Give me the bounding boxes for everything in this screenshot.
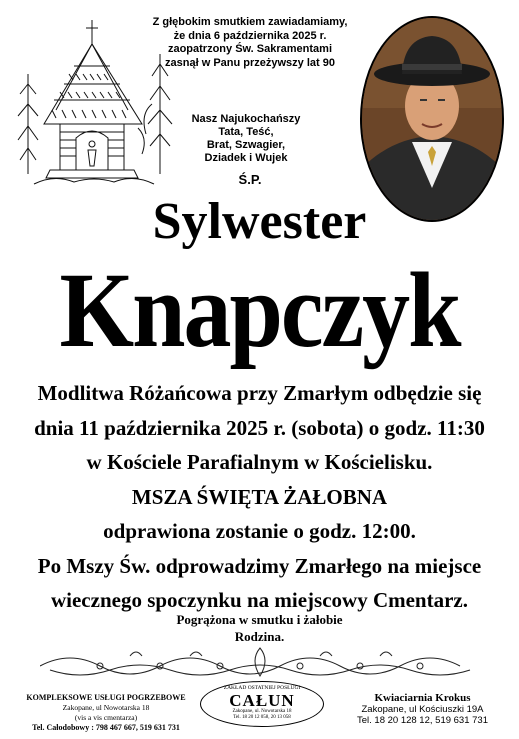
ornament-divider xyxy=(40,646,480,680)
details-line: Po Mszy Św. odprowadzimy Zmarłego na miejsce xyxy=(37,553,482,578)
florist-phone: Tel. 18 20 128 12, 519 631 731 xyxy=(356,715,488,726)
funeral-home-address: Zakopane, ul Nowotarska 18 xyxy=(62,703,150,712)
funeral-home-phone: Tel. Całodobowy : 798 467 667, 519 631 731 xyxy=(32,723,180,732)
florist-address: Zakopane, ul Kościuszki 19A xyxy=(361,704,484,715)
logo-top-text: ZAKŁAD OSTATNIEJ POSŁUGI xyxy=(223,685,301,691)
sp-label: Ś.P. xyxy=(238,172,262,187)
deceased-last-name: Knapczyk xyxy=(59,249,460,370)
funeral-home-note: (vis a vis cmentarza) xyxy=(74,713,138,722)
mourning-line: Pogrążona w smutku i żałobie xyxy=(176,612,343,627)
relations-line: Brat, Szwagier, xyxy=(206,139,286,151)
funeral-home-name: KOMPLEKSOWE USŁUGI POGRZEBOWE xyxy=(26,693,186,702)
relations-line: Nasz Najukochańszy xyxy=(191,113,301,125)
details-line: dnia 11 października 2025 r. (sobota) o godz. 11:30 xyxy=(34,415,485,440)
intro-line: zaopatrzony Św. Sakramentami xyxy=(167,43,333,55)
details-line: Modlitwa Różańcowa przy Zmarłym odbędzie się xyxy=(37,381,482,405)
florist-name: Kwiaciarnia Krokus xyxy=(374,692,471,704)
relations-line: Tata, Teść, xyxy=(218,126,274,138)
intro-line: że dnia 6 października 2025 r. xyxy=(173,29,327,42)
florist-info xyxy=(330,692,515,726)
deceased-first-name: Sylwester xyxy=(152,193,367,250)
logo-bottom-text: Zakopane, ul. Nowotarska 18 xyxy=(232,709,292,714)
details-line: MSZA ŚWIĘTA ŻAŁOBNA xyxy=(131,484,388,509)
details-line: w Kościele Parafialnym w Kościelisku. xyxy=(86,450,433,474)
intro-text xyxy=(130,16,370,70)
details-line: odprawiona zostanie o godz. 12:00. xyxy=(103,519,416,543)
relations-line: Dziadek i Wujek xyxy=(204,152,288,164)
ceremony-details xyxy=(0,376,519,618)
intro-line: zasnął w Panu przeżywszy lat 90 xyxy=(165,56,335,69)
funeral-home-info xyxy=(6,693,206,733)
intro-line: Z głębokim smutkiem zawiadamiamy, xyxy=(152,16,348,28)
mourning-signature xyxy=(0,611,519,645)
mourning-line: Rodzina. xyxy=(234,629,285,644)
logo-name: CAŁUN xyxy=(229,691,295,710)
calun-logo xyxy=(200,681,324,727)
relations-text xyxy=(186,113,306,165)
details-line: wiecznego spoczynku na miejscowy Cmentarz. xyxy=(50,588,469,612)
logo-bottom-text: Tel. 18 20 12 058, 20 13 058 xyxy=(233,715,291,720)
